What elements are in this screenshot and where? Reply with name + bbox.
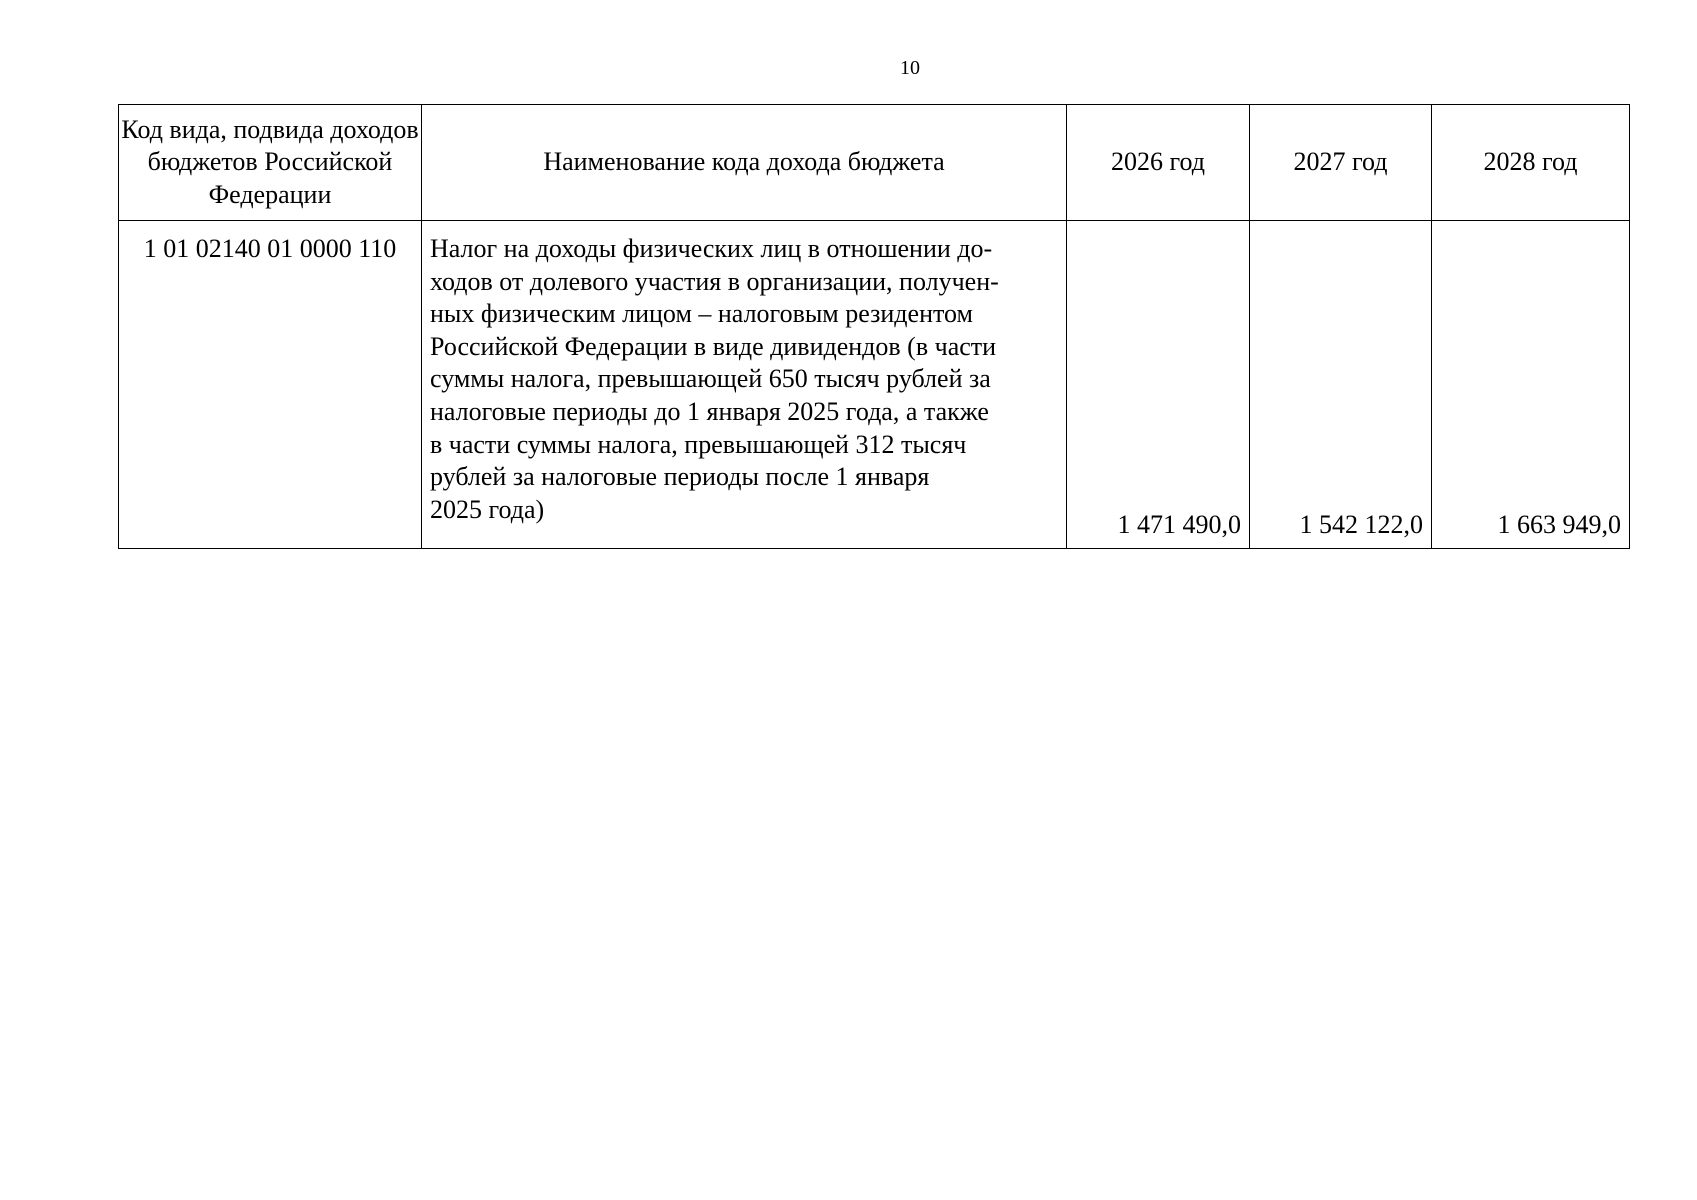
revenue-name-line: в части суммы налога, превышающей 312 тысяч xyxy=(430,429,967,459)
revenue-name-line: Налог на доходы физических лиц в отношении до- xyxy=(430,234,993,263)
amount-2027-cell: 1 542 122,0 xyxy=(1250,221,1432,549)
amount-2026-cell: 1 471 490,0 xyxy=(1067,221,1250,549)
header-code: Код вида, подвида доходов бюджетов Российской Федерации xyxy=(119,105,422,221)
page-number: 10 xyxy=(900,57,920,79)
table-header-row xyxy=(119,105,1630,221)
header-name: Наименование кода дохода бюджета xyxy=(422,105,1067,221)
revenue-name-cell xyxy=(422,221,1067,549)
amount-2028-cell: 1 663 949,0 xyxy=(1432,221,1630,549)
header-year-2028: 2028 год xyxy=(1432,105,1630,221)
budget-revenue-table xyxy=(118,104,1630,549)
revenue-code-cell: 1 01 02140 01 0000 110 xyxy=(119,221,422,549)
table-row xyxy=(119,221,1630,549)
revenue-name-line: 2025 года) xyxy=(430,494,545,524)
header-year-2027: 2027 год xyxy=(1250,105,1432,221)
revenue-name-line: ходов от долевого участия в организации, получен- xyxy=(430,266,999,296)
revenue-name-line: рублей за налоговые периоды после 1 января xyxy=(430,462,930,492)
revenue-name-line: суммы налога, превышающей 650 тысяч рублей за xyxy=(430,364,991,394)
revenue-name-line: ных физическим лицом – налоговым резидентом xyxy=(430,299,973,329)
revenue-name-line: налоговые периоды до 1 января 2025 года, а также xyxy=(430,396,989,426)
revenue-name-line: Российской Федерации в виде дивидендов (в части xyxy=(430,331,997,361)
header-year-2026: 2026 год xyxy=(1067,105,1250,221)
